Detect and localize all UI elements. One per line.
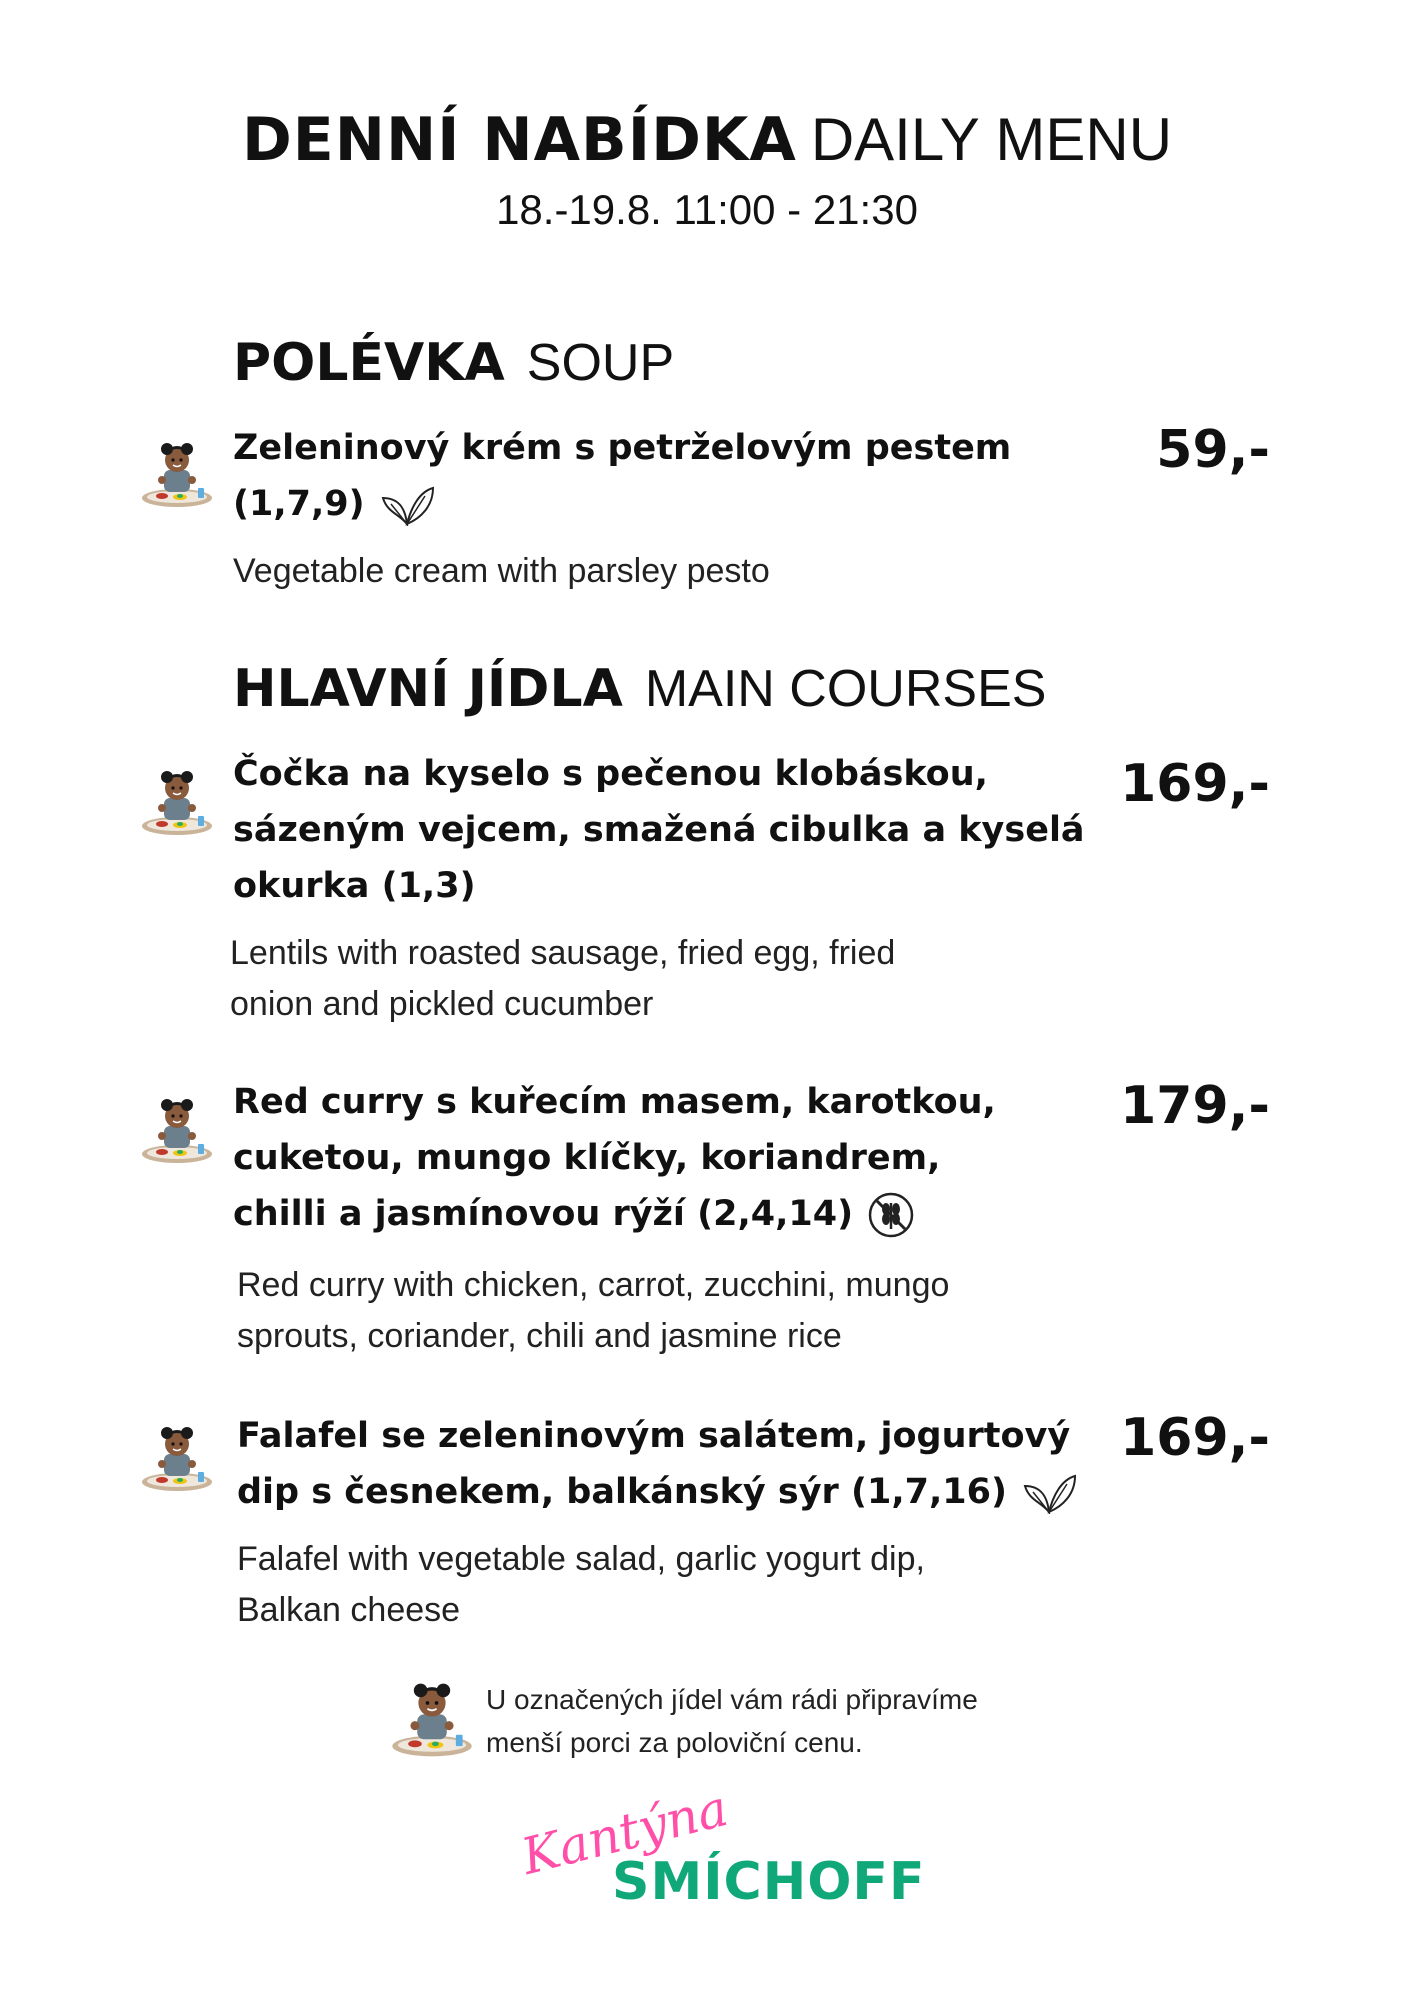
- section-soup-heading: [233, 330, 674, 396]
- logo: [515, 1778, 930, 1922]
- logo-main: SMÍCHOFF: [612, 1852, 926, 1912]
- price: 179,-: [1120, 1076, 1270, 1136]
- logo-script: Kantýna: [515, 1778, 734, 1886]
- title-cz: DENNÍ NABÍDKA: [241, 105, 797, 175]
- kid-meal-icon: [140, 768, 214, 838]
- price: 169,-: [1120, 754, 1270, 814]
- section-heading-cz: POLÉVKA: [233, 333, 505, 393]
- dish-description: Falafel with vegetable salad, garlic yogurt dip, Balkan cheese: [237, 1540, 925, 1629]
- note-line: menší porci za poloviční cenu.: [486, 1727, 863, 1758]
- dish-name-line: okurka (1,3): [233, 866, 476, 906]
- page-title: [0, 100, 1414, 180]
- section-heading-cz: HLAVNÍ JÍDLA: [233, 659, 623, 719]
- dish-description: Red curry with chicken, carrot, zucchini, mungo sprouts, coriander, chili and jasmine rice: [237, 1266, 950, 1355]
- kid-meal-icon: [140, 1096, 214, 1166]
- note-line: U označených jídel vám rádi připravíme: [486, 1684, 978, 1715]
- gluten-free-icon: [867, 1191, 915, 1239]
- leaf-icon: [1021, 1472, 1077, 1514]
- dish-name: [233, 1074, 1053, 1242]
- kid-meal-icon: [390, 1680, 474, 1760]
- kid-meal-icon: [140, 440, 214, 510]
- dish-name-line: (1,7,9): [233, 476, 1053, 532]
- dish-name-line: Falafel se zeleninovým salátem, jogurtový: [237, 1416, 1071, 1456]
- dish-description: Lentils with roasted sausage, fried egg, fried onion and pickled cucumber: [230, 934, 896, 1023]
- date-time: 18.-19.8. 11:00 - 21:30: [496, 186, 918, 233]
- dish-name-line: cuketou, mungo klíčky, koriandrem,: [233, 1138, 941, 1178]
- kids-portion-note: [486, 1678, 1046, 1764]
- title-en: DAILY MENU: [810, 106, 1173, 173]
- dish-name-line: dip s česnekem, balkánský sýr (1,7,16): [237, 1464, 1057, 1520]
- dish-name-line: chilli a jasmínovou rýží (2,4,14): [233, 1186, 1053, 1242]
- kid-meal-icon: [140, 1424, 214, 1494]
- section-heading-en: SOUP: [526, 334, 675, 392]
- leaf-icon: [379, 484, 435, 526]
- price: 59,-: [1156, 420, 1270, 480]
- dish-name: [233, 746, 1085, 914]
- dish-name-line: Zeleninový krém s petrželovým pestem: [233, 428, 1012, 468]
- section-main-heading: [233, 656, 1046, 722]
- price: 169,-: [1120, 1408, 1270, 1468]
- dish-name: [237, 1408, 1071, 1520]
- dish-name-line: sázeným vejcem, smažená cibulka a kyselá: [233, 810, 1085, 850]
- dish-description: Vegetable cream with parsley pesto: [233, 552, 770, 590]
- dish-name-line: Red curry s kuřecím masem, karotkou,: [233, 1082, 996, 1122]
- dish-name-line: Čočka na kyselo s pečenou klobáskou,: [233, 754, 988, 794]
- dish-name: [233, 420, 1053, 532]
- section-heading-en: MAIN COURSES: [644, 660, 1047, 718]
